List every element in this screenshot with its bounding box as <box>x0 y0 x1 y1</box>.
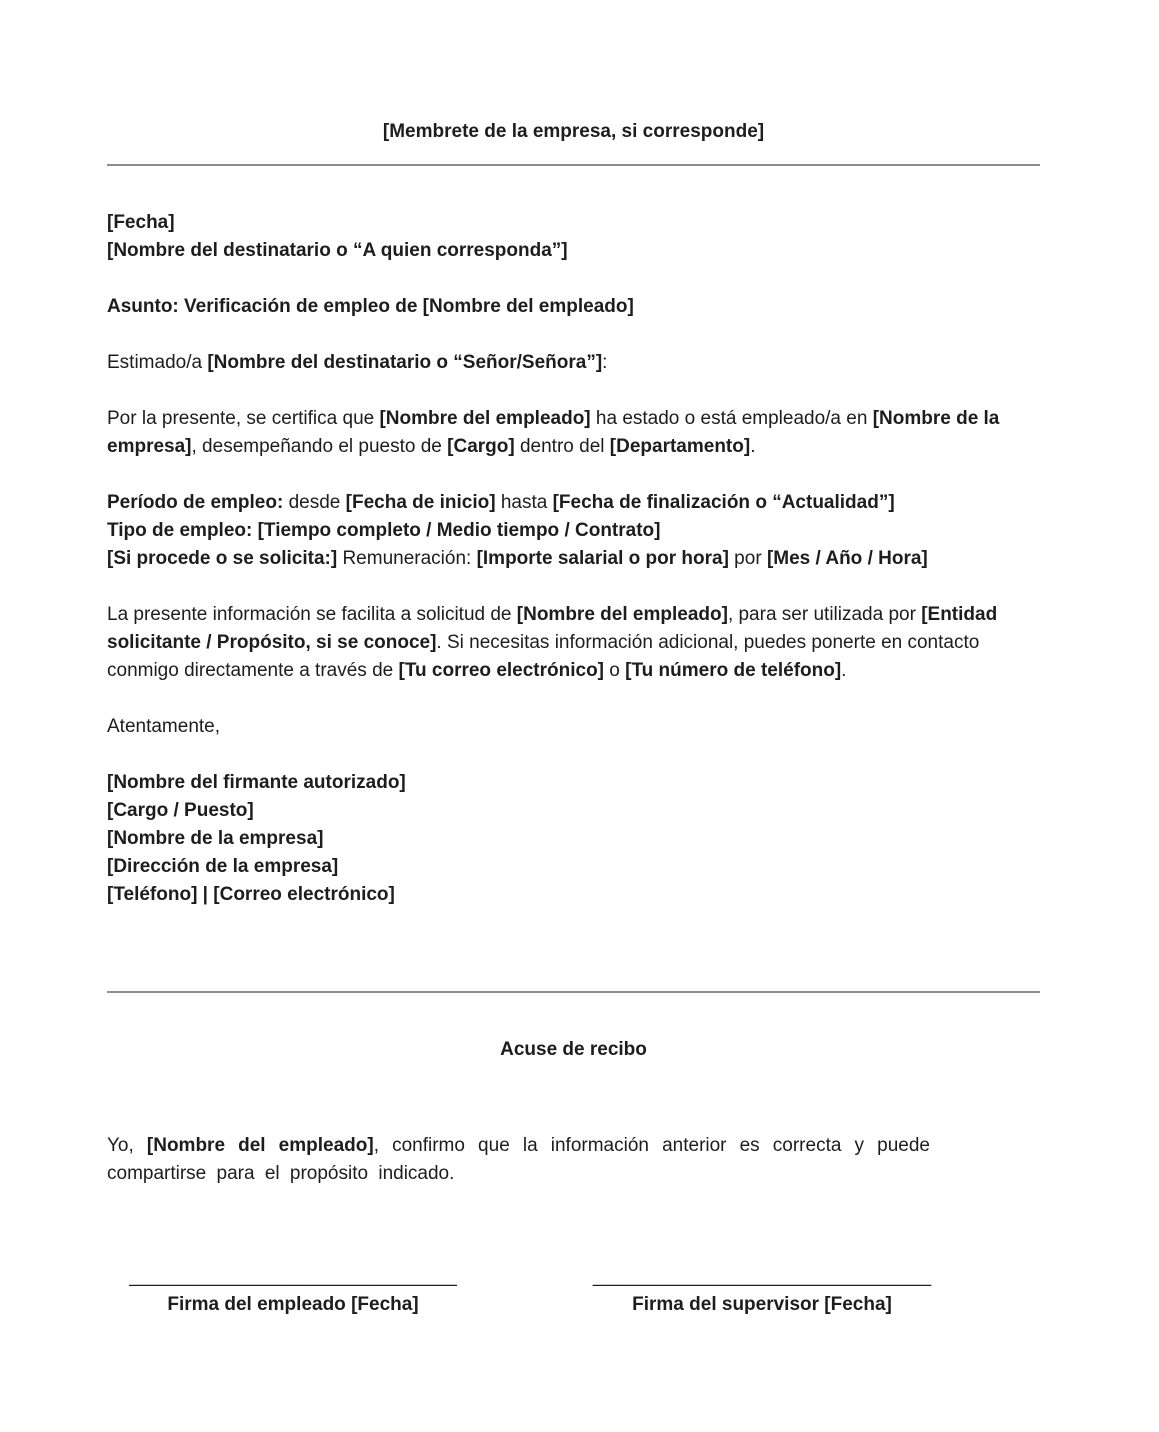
signer-address-line: [Dirección de la empresa] <box>107 856 339 877</box>
supervisor-signature-label: Firma del supervisor [Fecha] <box>632 1294 892 1315</box>
date-line: [Fecha] <box>107 212 175 233</box>
signature-block <box>107 769 1040 909</box>
signer-name-line: [Nombre del firmante autorizado] <box>107 772 406 793</box>
employee-signature-area <box>127 1263 459 1319</box>
divider-top <box>107 164 1040 166</box>
signer-company-line: [Nombre de la empresa] <box>107 828 324 849</box>
employment-period-line: Período de empleo: desde [Fecha de inicio] hasta [Fecha de finalización o “Actualidad”] <box>107 492 895 513</box>
divider-acknowledgment <box>107 991 1040 993</box>
supervisor-signature-area <box>592 1263 932 1319</box>
subject-line: Asunto: Verificación de empleo de [Nombre del empleado] <box>107 296 634 317</box>
disclosure-paragraph: La presente información se facilita a solicitud de [Nombre del empleado], para ser utilizada por [Entidad solicitante / Propósito, si se conoce]. Si necesitas información adicional, puedes ponerte en contacto conmigo directamente a través de [Tu correo electrónico] o [Tu número de teléfono]. <box>107 604 998 681</box>
employee-signature-line: _______________________________ <box>129 1266 457 1287</box>
signature-row <box>107 1263 1040 1319</box>
closing-line: Atentamente, <box>107 716 221 737</box>
employee-signature-label: Firma del empleado [Fecha] <box>167 1294 419 1315</box>
remuneration-line: [Si procede o se solicita:] Remuneración: [Importe salarial o por hora] por [Mes / Año / Hora] <box>107 548 928 569</box>
signer-contact-line: [Teléfono] | [Correo electrónico] <box>107 884 395 905</box>
acknowledgment-paragraph: Yo, [Nombre del empleado], confirmo que la información anterior es correcta y puede compartirse para el propósito indicado. <box>107 1135 930 1184</box>
letterhead-line: [Membrete de la empresa, si corresponde] <box>382 121 765 142</box>
employment-type-line: Tipo de empleo: [Tiempo completo / Medio tiempo / Contrato] <box>107 520 661 541</box>
employment-details-block <box>107 489 1040 573</box>
signer-title-line: [Cargo / Puesto] <box>107 800 254 821</box>
supervisor-signature-line: ________________________________ <box>592 1266 932 1287</box>
certification-paragraph: Por la presente, se certifica que [Nombre del empleado] ha estado o está empleado/a en [Nombre de la empresa], desempeñando el puesto de [Cargo] dentro del [Departamento]. <box>107 408 1000 457</box>
recipient-line: [Nombre del destinatario o “A quien corresponda”] <box>107 240 568 261</box>
acknowledgment-title: Acuse de recibo <box>500 1039 647 1060</box>
salutation-line: Estimado/a [Nombre del destinatario o “Señor/Señora”]: <box>107 352 608 373</box>
